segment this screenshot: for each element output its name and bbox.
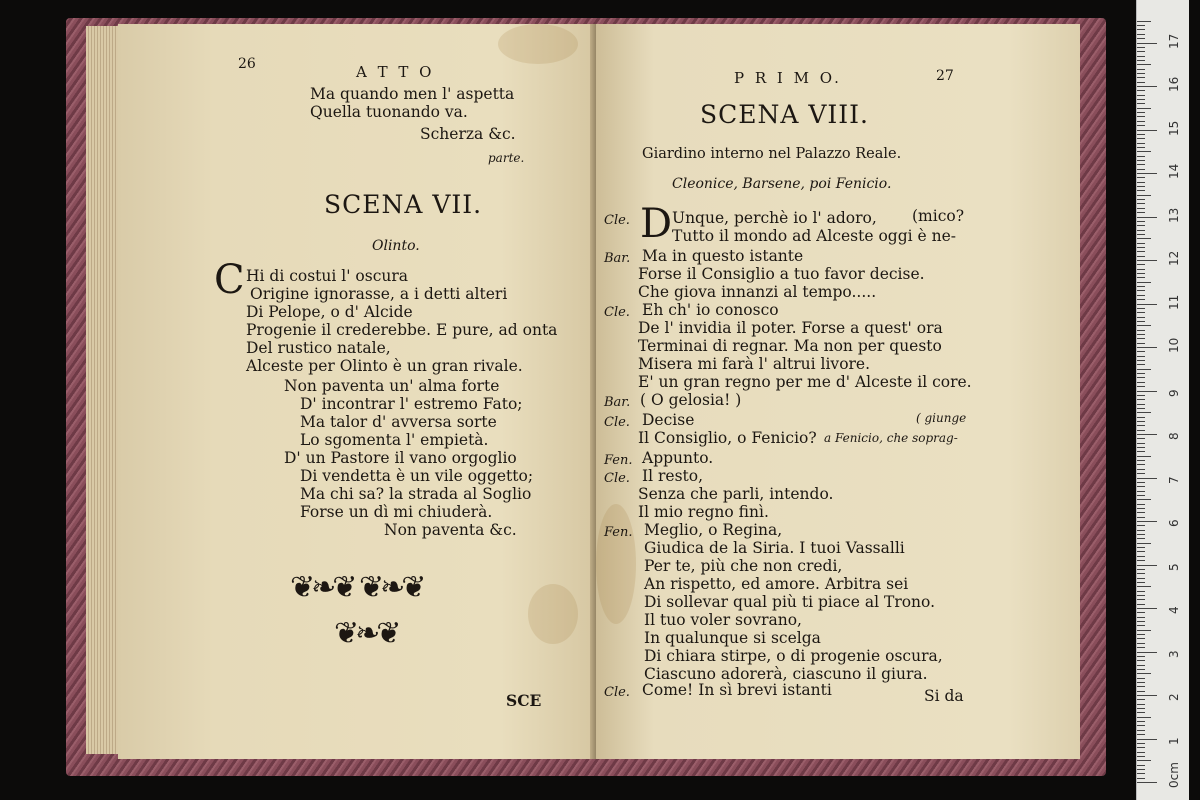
ruler-tick — [1137, 343, 1145, 344]
ruler-tick — [1137, 425, 1145, 426]
ruler-tick — [1137, 656, 1145, 657]
ruler-tick — [1137, 99, 1145, 100]
ruler-tick — [1137, 443, 1145, 444]
text-line: Il resto, — [642, 467, 704, 485]
ruler-tick — [1137, 47, 1145, 48]
scene-characters: Cleonice, Barsene, poi Fenicio. — [672, 176, 892, 192]
ruler-tick — [1137, 643, 1145, 644]
ruler-tick — [1137, 556, 1145, 557]
ruler-tick — [1137, 243, 1145, 244]
text-line: Ciascuno adorerà, ciascuno il giura. — [644, 665, 928, 683]
ruler-tick — [1137, 478, 1157, 479]
ruler-tick — [1137, 38, 1145, 39]
text-line: Hi di costui l' oscura — [246, 267, 409, 285]
ruler-tick — [1137, 573, 1145, 574]
ruler-tick — [1137, 186, 1145, 187]
ruler-tick — [1137, 778, 1145, 779]
text-line: Il Consiglio, o Fenicio? — [638, 429, 817, 447]
ruler-tick — [1137, 456, 1151, 457]
catchword: SCE — [506, 691, 542, 710]
ruler-tick — [1137, 708, 1145, 709]
ruler-label: 14 — [1167, 163, 1181, 179]
running-head: P R I M O. — [734, 69, 842, 87]
ruler-tick — [1137, 77, 1145, 78]
ruler-label: 2 — [1167, 693, 1181, 701]
ruler-tick — [1137, 25, 1145, 26]
text-line: Per te, più che non credi, — [644, 557, 843, 575]
text-line: Giudica de la Siria. I tuoi Vassalli — [644, 539, 905, 557]
ruler-tick — [1137, 647, 1145, 648]
ruler-tick — [1137, 369, 1151, 370]
ruler-tick — [1137, 234, 1145, 235]
ruler-tick — [1137, 182, 1145, 183]
ruler-tick — [1137, 130, 1157, 131]
ruler-tick — [1137, 321, 1145, 322]
ruler-tick — [1137, 412, 1151, 413]
ruler-tick — [1137, 734, 1145, 735]
ruler-label: 9 — [1167, 388, 1181, 397]
ruler-tick — [1137, 595, 1145, 596]
ruler-tick — [1137, 604, 1145, 605]
text-line: Progenie il crederebbe. E pure, ad onta — [246, 321, 558, 339]
ruler-tick — [1137, 173, 1157, 174]
speaker: Cle. — [604, 471, 630, 486]
text-line: Quella tuonando va. — [310, 103, 468, 121]
ruler-tick — [1137, 347, 1157, 348]
ruler-tick — [1137, 608, 1157, 609]
ruler-tick — [1137, 538, 1145, 539]
ruler-tick — [1137, 199, 1145, 200]
ruler-tick — [1137, 164, 1145, 165]
ruler-tick — [1137, 103, 1145, 104]
printer-ornament: ❦❧❦ ❦❧❦ — [290, 570, 423, 605]
ruler-tick — [1137, 721, 1145, 722]
right-page — [596, 24, 1080, 759]
text-line: Appunto. — [642, 449, 714, 467]
text-line: E' un gran regno per me d' Alceste il core. — [638, 373, 972, 391]
character-name: Olinto. — [372, 238, 420, 254]
ruler-tick — [1137, 591, 1145, 592]
ruler-tick — [1137, 325, 1151, 326]
text-line: Ma in questo istante — [642, 247, 804, 265]
ruler-tick — [1137, 586, 1151, 587]
text-line: Senza che parli, intendo. — [638, 485, 834, 503]
text-line: Il tuo voler sovrano, — [644, 611, 802, 629]
ruler-tick — [1137, 695, 1157, 696]
ruler-tick — [1137, 125, 1145, 126]
ruler-tick — [1137, 317, 1145, 318]
ruler-tick — [1137, 512, 1145, 513]
ruler-tick — [1137, 251, 1145, 252]
ruler-label: 5 — [1167, 562, 1181, 571]
ruler-tick — [1137, 599, 1145, 600]
ruler-tick — [1137, 221, 1145, 222]
ruler-tick — [1137, 364, 1145, 365]
ruler-tick — [1137, 82, 1145, 83]
ruler-tick — [1137, 739, 1157, 740]
ruler-tick — [1137, 286, 1145, 287]
text-line: Meglio, o Regina, — [644, 521, 783, 539]
text-line: Lo sgomenta l' empietà. — [300, 431, 489, 449]
ruler-tick — [1137, 469, 1145, 470]
speaker: Fen. — [604, 453, 633, 468]
ruler-tick — [1137, 121, 1145, 122]
ruler-tick — [1137, 669, 1145, 670]
measuring-ruler — [1136, 0, 1189, 800]
ruler-tick — [1137, 430, 1145, 431]
text-line: Non paventa &c. — [384, 521, 517, 539]
ruler-tick — [1137, 617, 1145, 618]
ruler-tick — [1137, 112, 1145, 113]
ruler-tick — [1137, 143, 1145, 144]
ruler-tick — [1137, 60, 1145, 61]
speaker: Cle. — [604, 685, 630, 700]
ruler-tick — [1137, 404, 1145, 405]
ruler-tick — [1137, 508, 1145, 509]
ruler-tick — [1137, 660, 1145, 661]
ruler-label: 1 — [1167, 736, 1181, 745]
ruler-label: 8 — [1167, 432, 1181, 440]
ruler-tick — [1137, 73, 1145, 74]
ruler-tick — [1137, 543, 1151, 544]
ruler-tick — [1137, 504, 1145, 505]
ruler-label: 7 — [1167, 475, 1181, 484]
ruler-tick — [1137, 304, 1157, 305]
speaker: Cle. — [604, 415, 630, 430]
ruler-tick — [1137, 782, 1157, 783]
ruler-tick — [1137, 634, 1145, 635]
ruler-tick — [1137, 169, 1145, 170]
ruler-tick — [1137, 569, 1145, 570]
ruler-tick — [1137, 238, 1151, 239]
ruler-tick — [1137, 338, 1145, 339]
left-page — [118, 24, 596, 759]
ruler-tick — [1137, 665, 1145, 666]
ruler-tick — [1137, 565, 1157, 566]
text-line: Scherza &c. — [420, 125, 516, 143]
ruler-tick — [1137, 686, 1145, 687]
text-line: Non paventa un' alma forte — [284, 377, 500, 395]
ruler-label: 13 — [1167, 207, 1181, 223]
ruler-tick — [1137, 264, 1145, 265]
ruler-tick — [1137, 134, 1145, 135]
drop-cap: D — [640, 201, 673, 247]
text-line: Ma chi sa? la strada al Soglio — [300, 485, 532, 503]
text-line: Di chiara stirpe, o di progenie oscura, — [644, 647, 943, 665]
ruler-tick — [1137, 160, 1145, 161]
stage-direction: ( giunge — [916, 411, 967, 425]
ruler-tick — [1137, 269, 1145, 270]
ruler-tick — [1137, 678, 1145, 679]
text-line: Come! In sì brevi istanti — [642, 681, 832, 699]
ruler-tick — [1137, 482, 1145, 483]
stage-direction: a Fenicio, che soprag- — [824, 431, 958, 445]
ruler-tick — [1137, 625, 1145, 626]
ruler-tick — [1137, 460, 1145, 461]
ruler-tick — [1137, 290, 1145, 291]
ruler-tick — [1137, 377, 1145, 378]
scene-title: SCENA VIII. — [700, 100, 870, 129]
ruler-tick — [1137, 256, 1145, 257]
ruler-tick — [1137, 147, 1145, 148]
ruler-tick — [1137, 208, 1145, 209]
ruler-tick — [1137, 743, 1145, 744]
ruler-tick — [1137, 560, 1145, 561]
page-number: 26 — [238, 56, 256, 72]
ruler-tick — [1137, 247, 1145, 248]
ruler-label: 15 — [1167, 120, 1181, 136]
ruler-tick — [1137, 752, 1145, 753]
ruler-tick — [1137, 486, 1145, 487]
ruler-tick — [1137, 717, 1151, 718]
ruler-tick — [1137, 43, 1157, 44]
text-line: Ma quando men l' aspetta — [310, 85, 515, 103]
running-head: A T T O — [356, 63, 435, 81]
ruler-tick — [1137, 282, 1151, 283]
ruler-tick — [1137, 673, 1151, 674]
ruler-tick — [1137, 273, 1145, 274]
scene-title: SCENA VII. — [324, 190, 483, 219]
text-line: Che giova innanzi al tempo..... — [638, 283, 877, 301]
ruler-tick — [1137, 138, 1145, 139]
ruler-tick — [1137, 29, 1145, 30]
ruler-label: 0cm — [1167, 762, 1181, 788]
ruler-tick — [1137, 395, 1145, 396]
ruler-tick — [1137, 495, 1145, 496]
text-line: D' incontrar l' estremo Fato; — [300, 395, 523, 413]
text-line: D' un Pastore il vano orgoglio — [284, 449, 517, 467]
ruler-tick — [1137, 334, 1145, 335]
ruler-tick — [1137, 190, 1145, 191]
ruler-tick — [1137, 308, 1145, 309]
printer-ornament: ❦❧❦ — [334, 616, 398, 651]
ruler-tick — [1137, 116, 1145, 117]
ruler-tick — [1137, 691, 1145, 692]
text-line: Unque, perchè io l' adoro, — [672, 209, 877, 227]
ruler-tick — [1137, 225, 1145, 226]
ruler-tick — [1137, 499, 1151, 500]
text-line: Misera mi farà l' altrui livore. — [638, 355, 871, 373]
text-line: Terminai di regnar. Ma non per questo — [638, 337, 942, 355]
speaker: Bar. — [604, 395, 631, 410]
ruler-tick — [1137, 451, 1145, 452]
ruler-tick — [1137, 434, 1157, 435]
drop-cap: C — [214, 257, 245, 303]
ruler-tick — [1137, 34, 1145, 35]
ruler-tick — [1137, 386, 1145, 387]
ruler-tick — [1137, 408, 1145, 409]
speaker: Bar. — [604, 251, 631, 266]
ruler-tick — [1137, 621, 1145, 622]
ruler-tick — [1137, 260, 1157, 261]
ruler-tick — [1137, 534, 1145, 535]
ruler-tick — [1137, 356, 1145, 357]
ruler-tick — [1137, 373, 1145, 374]
ruler-tick — [1137, 530, 1145, 531]
ruler-label: 17 — [1167, 33, 1181, 49]
ruler-label: 12 — [1167, 250, 1181, 266]
ruler-tick — [1137, 86, 1157, 87]
ruler-tick — [1137, 682, 1145, 683]
text-line: Forse un dì mi chiuderà. — [300, 503, 493, 521]
ruler-tick — [1137, 382, 1145, 383]
ruler-tick — [1137, 177, 1145, 178]
ruler-tick — [1137, 747, 1145, 748]
text-line: Di vendetta è un vile oggetto; — [300, 467, 534, 485]
ruler-tick — [1137, 551, 1145, 552]
ruler-tick — [1137, 638, 1145, 639]
text-line: Il mio regno finì. — [638, 503, 769, 521]
ruler-label: 10 — [1167, 337, 1181, 353]
ruler-label: 3 — [1167, 649, 1181, 658]
ruler-tick — [1137, 447, 1145, 448]
text-line: Origine ignorasse, a i detti alteri — [250, 285, 508, 303]
ruler-tick — [1137, 217, 1157, 218]
ruler-tick — [1137, 547, 1145, 548]
ruler-tick — [1137, 521, 1157, 522]
text-line: Decise — [642, 411, 695, 429]
ruler-tick — [1137, 769, 1145, 770]
ruler-tick — [1137, 525, 1145, 526]
ruler-tick — [1137, 156, 1145, 157]
ruler-tick — [1137, 360, 1145, 361]
ruler-tick — [1137, 151, 1151, 152]
stage-direction: parte. — [488, 151, 525, 165]
ruler-tick — [1137, 351, 1145, 352]
ruler-tick — [1137, 704, 1145, 705]
text-line: ( O gelosia! ) — [640, 391, 742, 409]
ruler-tick — [1137, 756, 1145, 757]
ruler-tick — [1137, 195, 1151, 196]
text-line: Del rustico natale, — [246, 339, 391, 357]
ruler-tick — [1137, 730, 1145, 731]
ruler-tick — [1137, 312, 1145, 313]
ruler-tick — [1137, 56, 1145, 57]
ruler-tick — [1137, 773, 1145, 774]
ruler-tick — [1137, 578, 1145, 579]
ruler-tick — [1137, 90, 1145, 91]
ruler-label: 4 — [1167, 606, 1181, 614]
text-line: Alceste per Olinto è un gran rivale. — [246, 357, 523, 375]
ruler-tick — [1137, 391, 1157, 392]
text-line: Di sollevar qual più ti piace al Trono. — [644, 593, 936, 611]
text-line: Tutto il mondo ad Alceste oggi è ne- — [672, 227, 957, 245]
ruler-tick — [1137, 95, 1145, 96]
ruler-tick — [1137, 725, 1145, 726]
text-line: Di Pelope, o d' Alcide — [246, 303, 413, 321]
ruler-tick — [1137, 399, 1145, 400]
ruler-tick — [1137, 491, 1145, 492]
text-line: Forse il Consiglio a tuo favor decise. — [638, 265, 925, 283]
ruler-tick — [1137, 712, 1145, 713]
catchword: Si da — [924, 687, 964, 705]
ruler-tick — [1137, 212, 1145, 213]
ruler-tick — [1137, 630, 1151, 631]
ruler-label: 6 — [1167, 519, 1181, 527]
ruler-tick — [1137, 582, 1145, 583]
ruler-tick — [1137, 760, 1151, 761]
ruler-tick — [1137, 612, 1145, 613]
ruler-tick — [1137, 421, 1145, 422]
ruler-tick — [1137, 64, 1151, 65]
ruler-tick — [1137, 652, 1157, 653]
text-line: An rispetto, ed amore. Arbitra sei — [644, 575, 909, 593]
text-line: (mico? — [912, 207, 965, 225]
ruler-label: 11 — [1167, 294, 1181, 310]
scene-setting: Giardino interno nel Palazzo Reale. — [642, 146, 902, 162]
ruler-tick — [1137, 417, 1145, 418]
ruler-tick — [1137, 295, 1145, 296]
ruler-tick — [1137, 203, 1145, 204]
speaker: Cle. — [604, 305, 630, 320]
ruler-tick — [1137, 517, 1145, 518]
ruler-tick — [1137, 765, 1145, 766]
text-line: Ma talor d' avversa sorte — [300, 413, 497, 431]
text-line: Eh ch' io conosco — [642, 301, 779, 319]
speaker: Cle. — [604, 213, 630, 228]
ruler-tick — [1137, 51, 1145, 52]
ruler-tick — [1137, 464, 1145, 465]
ruler-tick — [1137, 277, 1145, 278]
ruler-tick — [1137, 299, 1145, 300]
page-number: 27 — [936, 68, 954, 84]
ruler-tick — [1137, 699, 1145, 700]
text-line: De l' invidia il poter. Forse a quest' ora — [638, 319, 943, 337]
ruler-tick — [1137, 21, 1151, 22]
ruler-tick — [1137, 69, 1145, 70]
ruler-label: 16 — [1167, 76, 1181, 92]
ruler-tick — [1137, 438, 1145, 439]
ruler-tick — [1137, 230, 1145, 231]
speaker: Fen. — [604, 525, 633, 540]
ruler-tick — [1137, 108, 1151, 109]
text-line: In qualunque si scelga — [644, 629, 821, 647]
ruler-tick — [1137, 330, 1145, 331]
ruler-tick — [1137, 473, 1145, 474]
